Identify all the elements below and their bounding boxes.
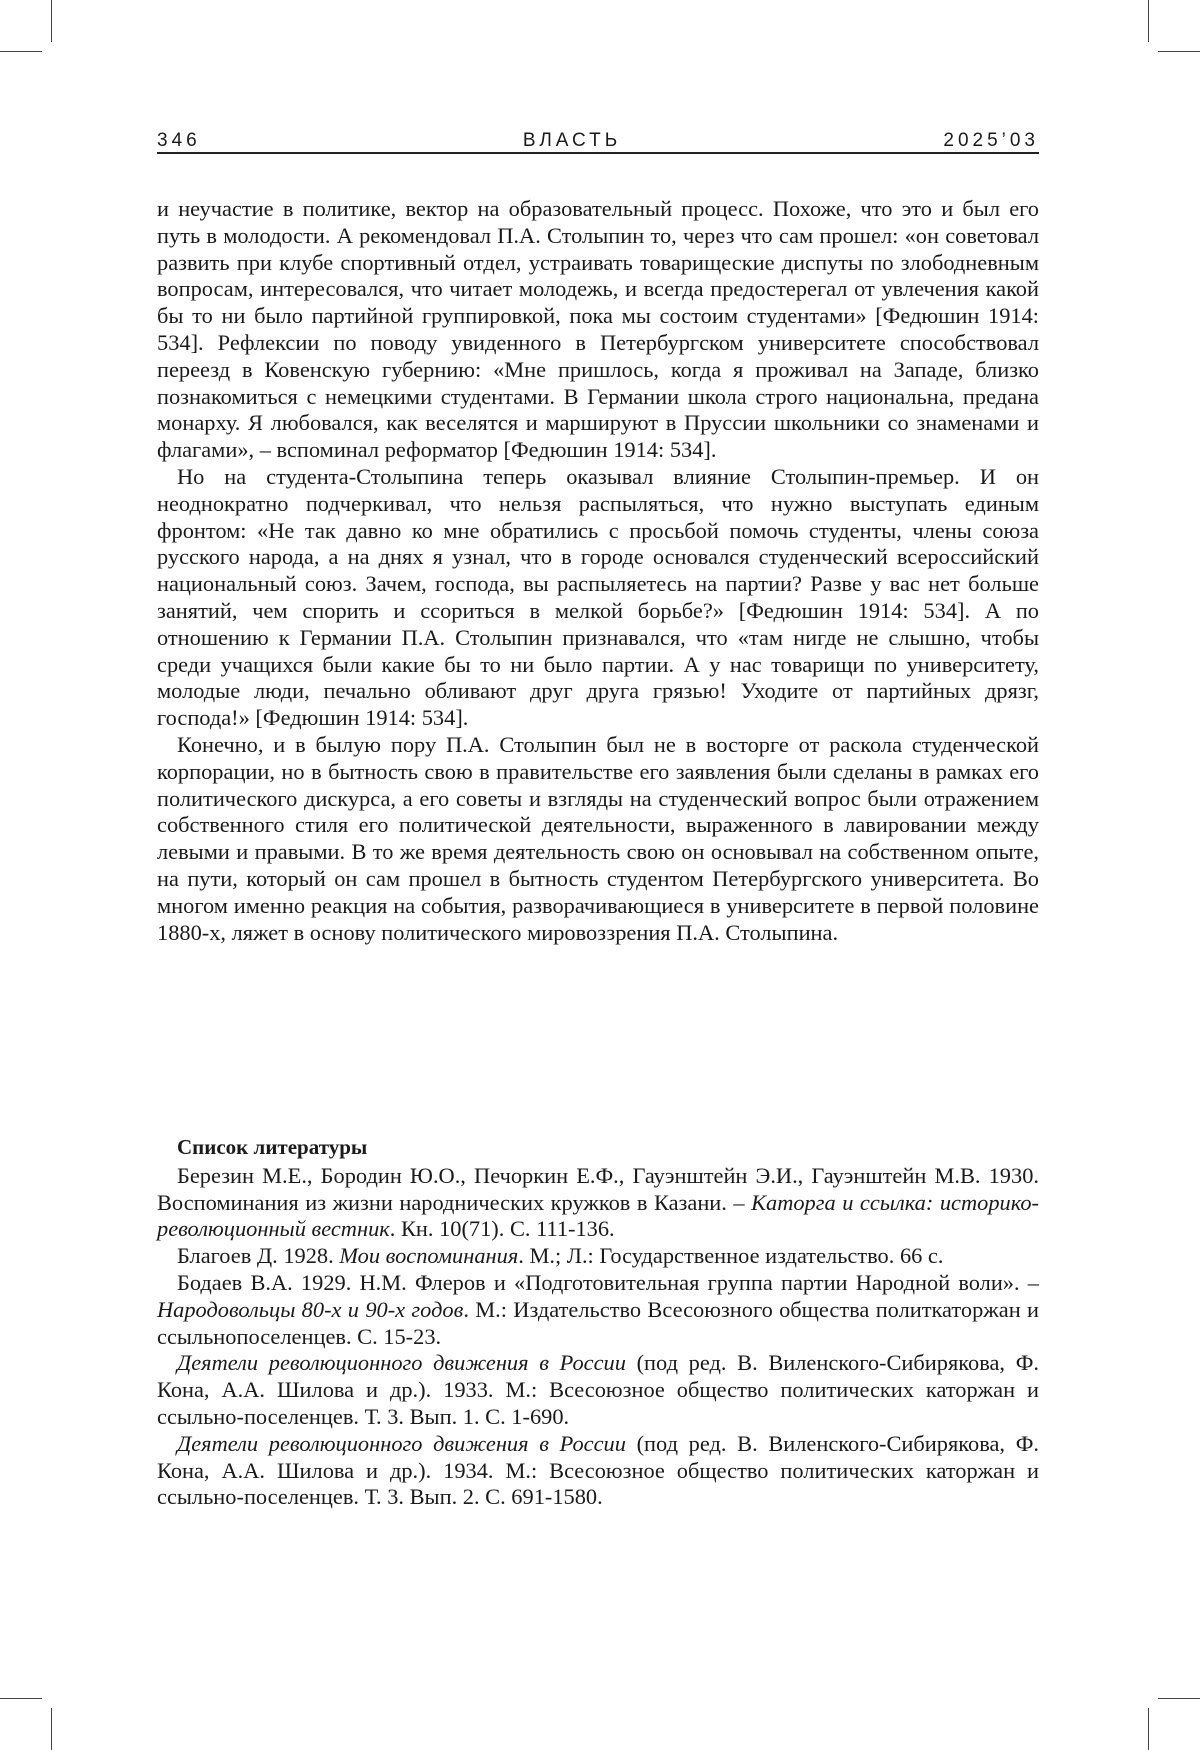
- reference-item: Березин М.Е., Бородин Ю.О., Печоркин Е.Ф., Гауэнштейн Э.И., Гауэнштейн М.В. 1930. Воспоминания из жизни народнических кружков в Казани. – Каторга и ссылка: историко-революционный вестник. Кн. 10(71). С. 111-136.: [157, 1163, 1039, 1243]
- reference-item: Деятели революционного движения в России (под ред. В. Виленского-Сибирякова, Ф. Кона, А.А. Шилова и др.). 1934. М.: Всесоюзное общество политических каторжан и ссыльно-поселенцев. Т. 3. Вып. 2. С. 691-1580.: [157, 1431, 1039, 1511]
- paragraph: Конечно, и в былую пору П.А. Столыпин был не в восторге от раскола студенческой корпорации, но в бытность свою в правительстве его заявления были сделаны в рамках его политического дискурса, а его советы и взгляды на студенческий вопрос были отражением собственного стиля его политической деятельности, выраженного в лавировании между левыми и правыми. В то же время деятельность свою он основывал на собственном опыте, на пути, который он сам прошел в бытность студентом Петербургского университета. Во многом именно реакция на события, разворачивающиеся в университете в первой половине 1880-х, ляжет в основу политического мировоззрения П.А. Столыпина.: [157, 732, 1039, 946]
- crop-mark: [0, 1698, 42, 1699]
- crop-mark: [1148, 0, 1149, 42]
- references-section: [157, 1134, 1039, 1511]
- reference-item: Деятели революционного движения в России (под ред. В. Виленского-Сибирякова, Ф. Кона, А.А. Шилова и др.). 1933. М.: Всесоюзное общество политических каторжан и ссыльно-поселенцев. Т. 3. Вып. 1. С. 1-690.: [157, 1350, 1039, 1430]
- running-header: [157, 126, 1039, 152]
- article-body: [157, 196, 1039, 946]
- crop-mark: [51, 0, 52, 42]
- reference-item: Бодаев В.А. 1929. Н.М. Флеров и «Подготовительная группа партии Народной воли». – Народовольцы 80-х и 90-х годов. М.: Издательство Всесоюзного общества политкаторжан и ссыльнопоселенцев. С. 15-23.: [157, 1270, 1039, 1350]
- crop-mark: [1158, 1698, 1200, 1699]
- journal-title: ВЛАСТЬ: [523, 130, 621, 152]
- paragraph: Но на студента-Столыпина теперь оказывал влияние Столыпин-премьер. И он неоднократно подчеркивал, что нельзя распыляться, что нужно выступать единым фронтом: «Не так давно ко мне обратились с просьбой помочь студенты, члены союза русского народа, а на днях я узнал, что в городе основался студенческий всероссийский национальный союз. Зачем, господа, вы распыляетесь на партии? Разве у вас нет больше занятий, чем спорить и ссориться в мелкой борьбе?» [Федюшин 1914: 534]. А по отношению к Германии П.А. Столыпин признавался, что «там нигде не слышно, чтобы среди учащихся были какие бы то ни было партии. А у нас товарищи по университету, молодые люди, печально обливают друг друга грязью! Уходите от партийных дрязг, господа!» [Федюшин 1914: 534].: [157, 464, 1039, 732]
- issue-number: 2025’03: [943, 130, 1039, 152]
- header-rule: [157, 152, 1039, 154]
- paragraph: и неучастие в политике, вектор на образовательный процесс. Похоже, что это и был его путь в молодости. А рекомендовал П.А. Столыпин то, через что сам прошел: «он советовал развить при клубе спортивный отдел, устраивать товарищеские диспуты по злободневным вопросам, интересовался, что читает молодежь, и всегда предостерегал от увлечения какой бы то ни было партийной группировкой, пока мы состоим студентами» [Федюшин 1914: 534]. Рефлексии по поводу увиденного в Петербургском университете способствовал переезд в Ковенскую губернию: «Мне пришлось, когда я проживал на Западе, близко познакомиться с немецкими студентами. В Германии школа строго национальна, предана монарху. Я любовался, как веселятся и маршируют в Пруссии школьники со знаменами и флагами», – вспоминал реформатор [Федюшин 1914: 534].: [157, 196, 1039, 464]
- reference-item: Благоев Д. 1928. Мои воспоминания. М.; Л.: Государственное издательство. 66 с.: [157, 1243, 1039, 1270]
- crop-mark: [51, 1708, 52, 1750]
- references-heading: Список литературы: [177, 1134, 1039, 1161]
- page-number: 346: [157, 130, 201, 152]
- crop-mark: [1158, 51, 1200, 52]
- crop-mark: [0, 51, 42, 52]
- crop-mark: [1148, 1708, 1149, 1750]
